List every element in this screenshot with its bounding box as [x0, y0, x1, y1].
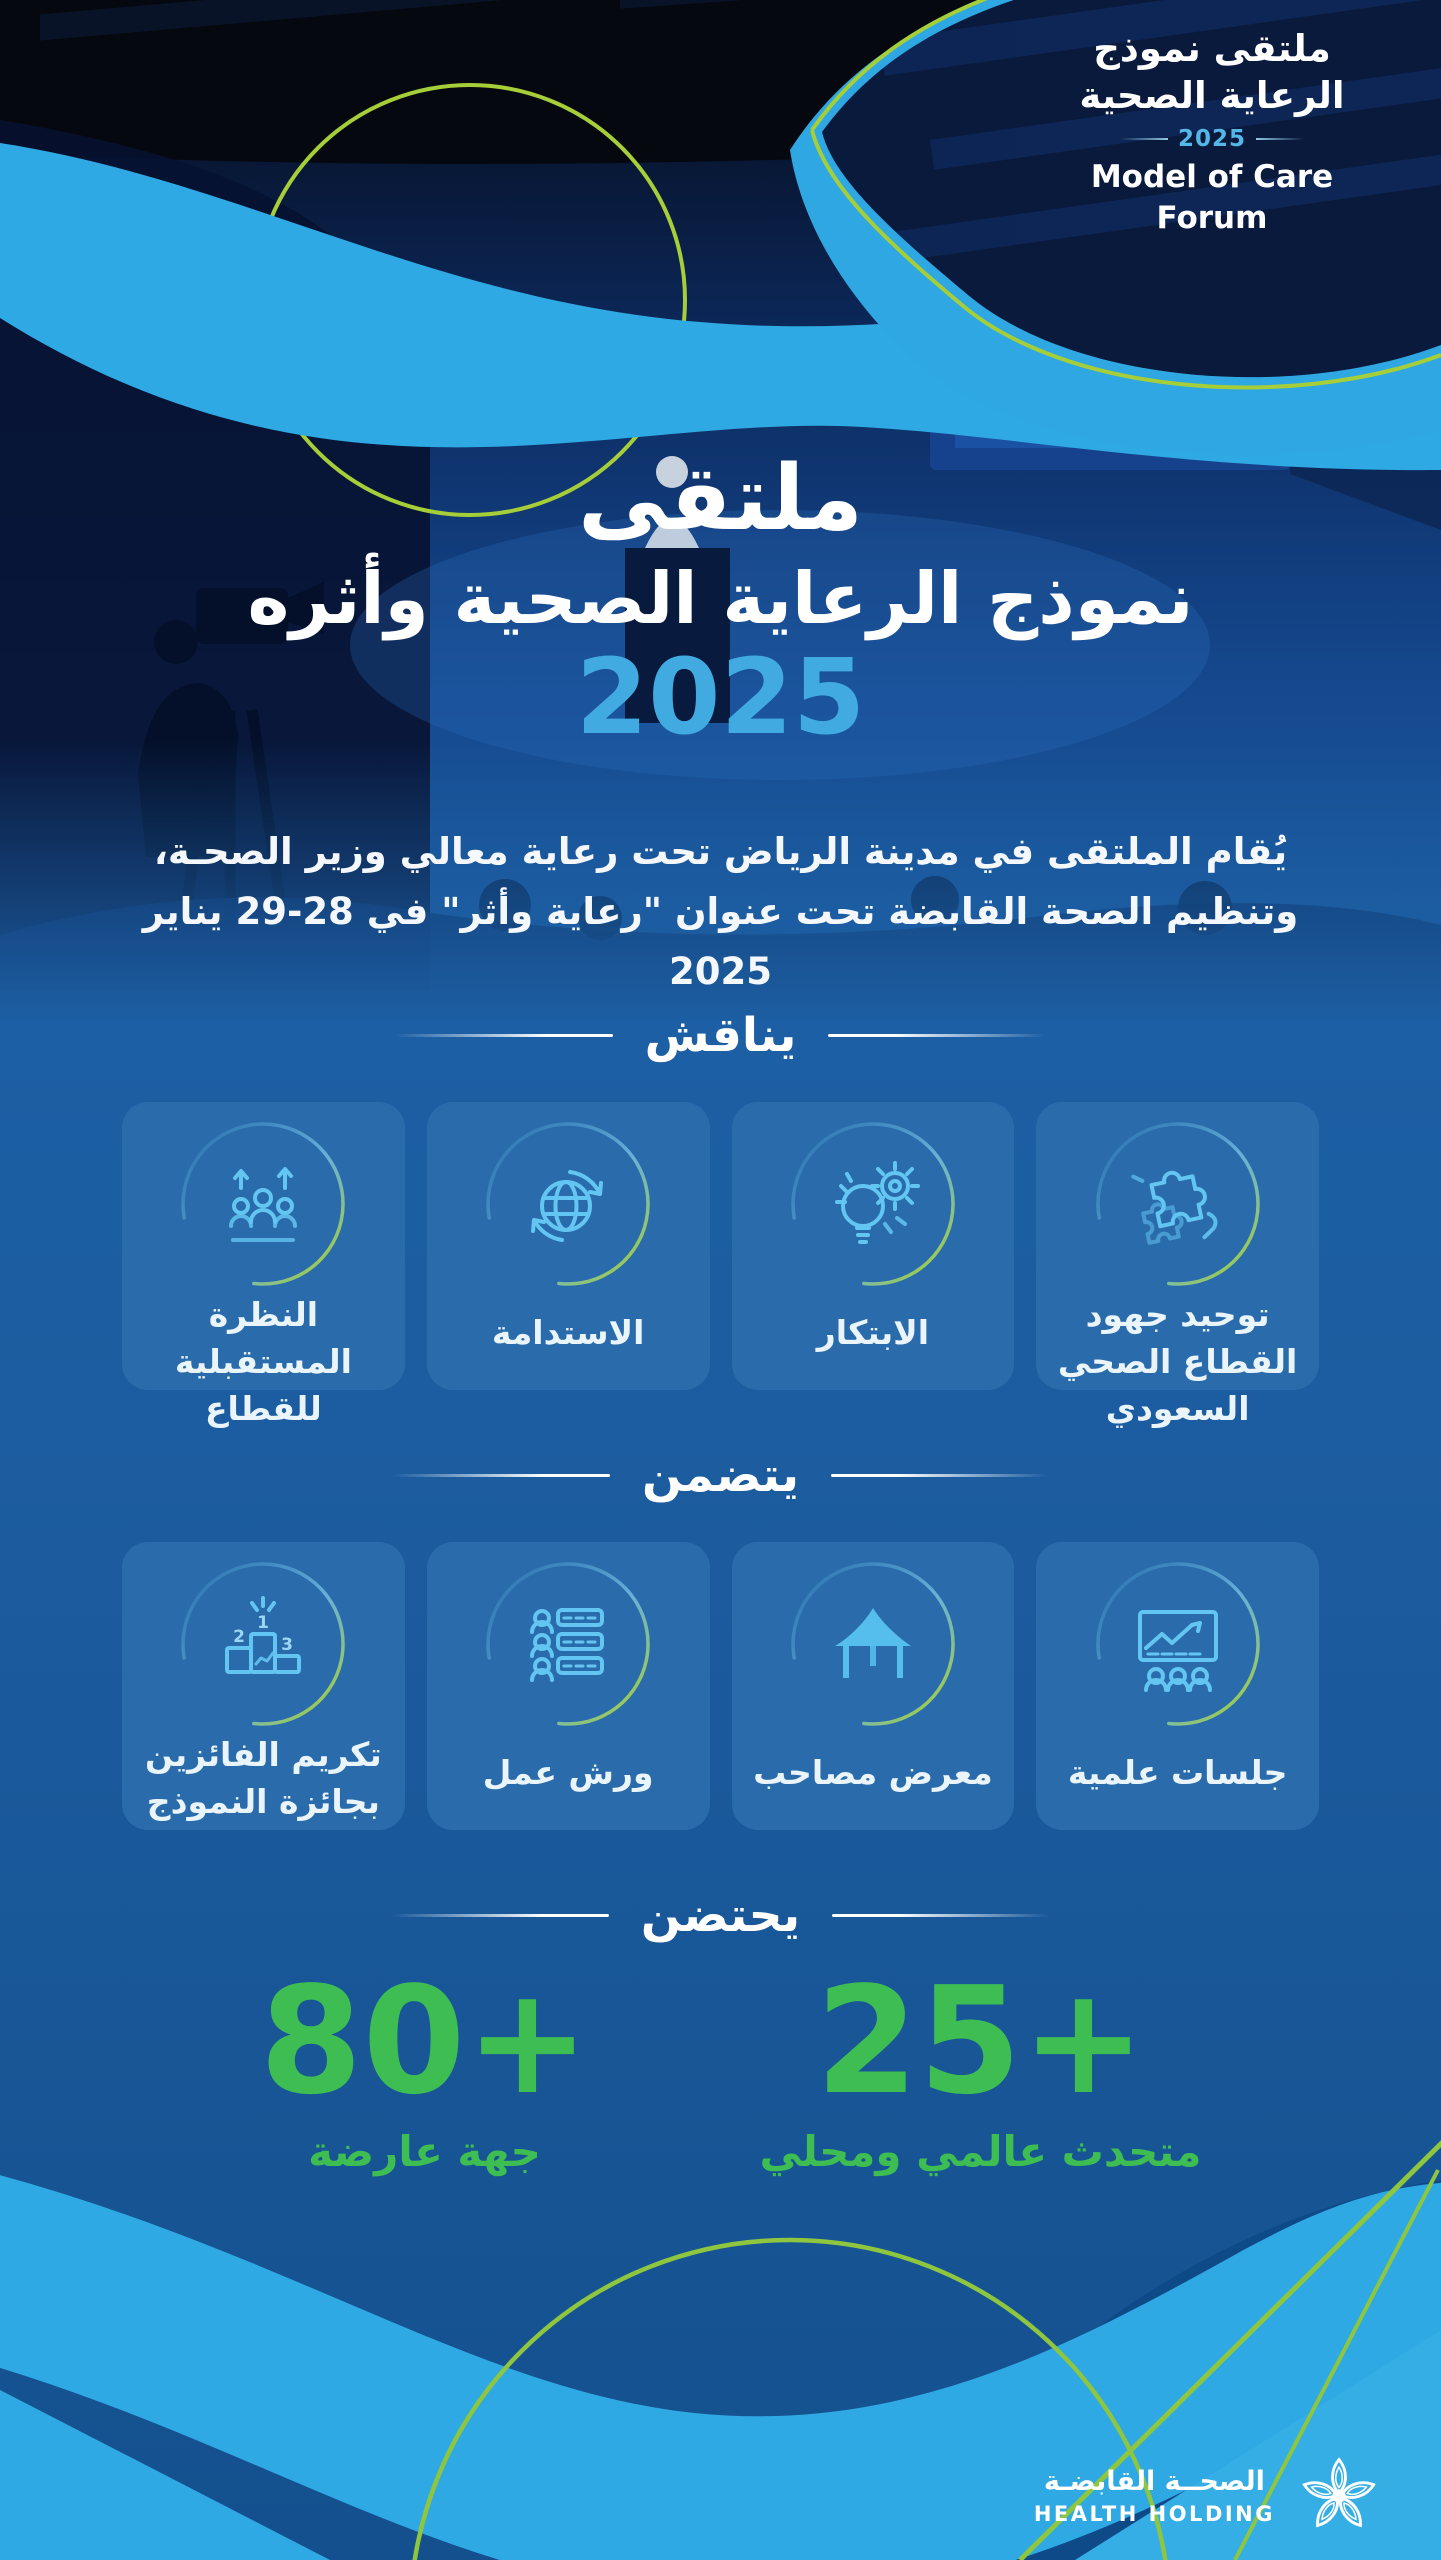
- unite-health-sector-efforts-icon: [1118, 1144, 1238, 1264]
- event-description-line2: وتنظيم الصحة القابضة تحت عنوان "رعاية وأثر" في 28-29 يناير 2025: [142, 889, 1299, 993]
- logo-year-divider-right: [1256, 138, 1304, 140]
- forum-logo-lockup: [1053, 26, 1371, 239]
- health-holding-wordmark: [1034, 2466, 1275, 2526]
- logo-year: 2025: [1177, 126, 1246, 153]
- topic-card: [427, 1102, 710, 1390]
- feature-card-label: جلسات علمية: [1067, 1752, 1288, 1792]
- exhibitors-label: جهة عارضة: [308, 2126, 541, 2176]
- card-icon-frame: [785, 1116, 961, 1292]
- section-header-includes: [0, 1448, 1441, 1503]
- logo-arabic-line2: الرعاية الصحية: [1079, 73, 1345, 117]
- header-divider: [832, 1914, 1050, 1917]
- org-name-english: HEALTH HOLDING: [1033, 2502, 1275, 2526]
- section-title: يناقش: [644, 1008, 797, 1063]
- feature-card: [732, 1542, 1015, 1830]
- card-icon-frame: [175, 1556, 351, 1732]
- page-title-line2: نموذج الرعاية الصحية وأثره: [247, 557, 1194, 641]
- section-title: يتضمن: [642, 1448, 799, 1503]
- logo-arabic-line1: ملتقى نموذج: [1093, 27, 1331, 70]
- award-winners-icon: [203, 1584, 323, 1704]
- card-icon-frame: [1090, 1116, 1266, 1292]
- section-header-hosts: [0, 1888, 1441, 1943]
- header-divider: [831, 1474, 1049, 1477]
- header-divider: [828, 1034, 1046, 1037]
- topic-card: [122, 1102, 405, 1428]
- page-title-year: 2025: [575, 635, 866, 758]
- card-icon-frame: [785, 1556, 961, 1732]
- section-title: يحتضن: [640, 1888, 801, 1943]
- sector-future-outlook-icon: [203, 1144, 323, 1264]
- card-icon-frame: [480, 1556, 656, 1732]
- header-divider: [392, 1474, 610, 1477]
- discusses-cards-row: [122, 1102, 1319, 1428]
- includes-cards-row: [122, 1542, 1319, 1830]
- speakers-stat: [759, 1955, 1202, 2176]
- health-holding-flower-icon: [1291, 2448, 1387, 2544]
- accompanying-exhibition-icon: [813, 1584, 933, 1704]
- topic-card-label: الاستدامة: [491, 1312, 645, 1352]
- scientific-sessions-icon: [1118, 1584, 1238, 1704]
- feature-card-label: معرض مصاحب: [753, 1752, 993, 1792]
- workshops-icon: [508, 1584, 628, 1704]
- section-header-discusses: [0, 1008, 1441, 1063]
- logo-english-line1: Model of Care: [1090, 159, 1334, 196]
- event-description: [110, 822, 1331, 1002]
- main-title-block: [0, 446, 1441, 758]
- topic-card: [1036, 1102, 1319, 1428]
- card-icon-frame: [1090, 1556, 1266, 1732]
- logo-english-line2: Forum: [1156, 200, 1268, 237]
- podium-number-2: 2: [233, 1627, 246, 1647]
- health-holding-brand: [1034, 2448, 1387, 2544]
- topic-card-label: توحيد جهود القطاع الصحي السعودي: [1057, 1295, 1298, 1428]
- feature-card: [1036, 1542, 1319, 1830]
- podium-number-3: 3: [281, 1635, 294, 1655]
- card-icon-frame: [175, 1116, 351, 1292]
- sustainability-icon: [508, 1144, 628, 1264]
- feature-card: [122, 1542, 405, 1830]
- card-icon-frame: [480, 1116, 656, 1292]
- exhibitors-count: 80+: [259, 1955, 590, 2127]
- page-title-line1: ملتقى: [577, 446, 864, 551]
- feature-card-label: تكريم الفائزين بجائزة النموذج: [145, 1735, 382, 1821]
- topic-card: [732, 1102, 1015, 1390]
- org-name-arabic: الصحــة القابضـة: [1043, 2466, 1265, 2497]
- header-divider: [391, 1914, 609, 1917]
- feature-card-label: ورش عمل: [482, 1752, 654, 1792]
- innovation-icon: [813, 1144, 933, 1264]
- logo-year-divider-left: [1120, 138, 1168, 140]
- speakers-count: 25+: [815, 1955, 1146, 2127]
- header-divider: [395, 1034, 613, 1037]
- topic-card-label: النظرة المستقبلية للقطاع: [174, 1295, 352, 1428]
- hosts-stats-row: [0, 1955, 1441, 2176]
- event-description-line1: يُقام الملتقى في مدينة الرياض تحت رعاية معالي وزير الصحـة،: [153, 830, 1288, 873]
- exhibitors-stat: [239, 1955, 609, 2176]
- speakers-label: متحدث عالمي ومحلي: [759, 2126, 1202, 2176]
- podium-number-1: 1: [257, 1613, 270, 1633]
- feature-card: [427, 1542, 710, 1830]
- topic-card-label: الابتكار: [816, 1312, 930, 1352]
